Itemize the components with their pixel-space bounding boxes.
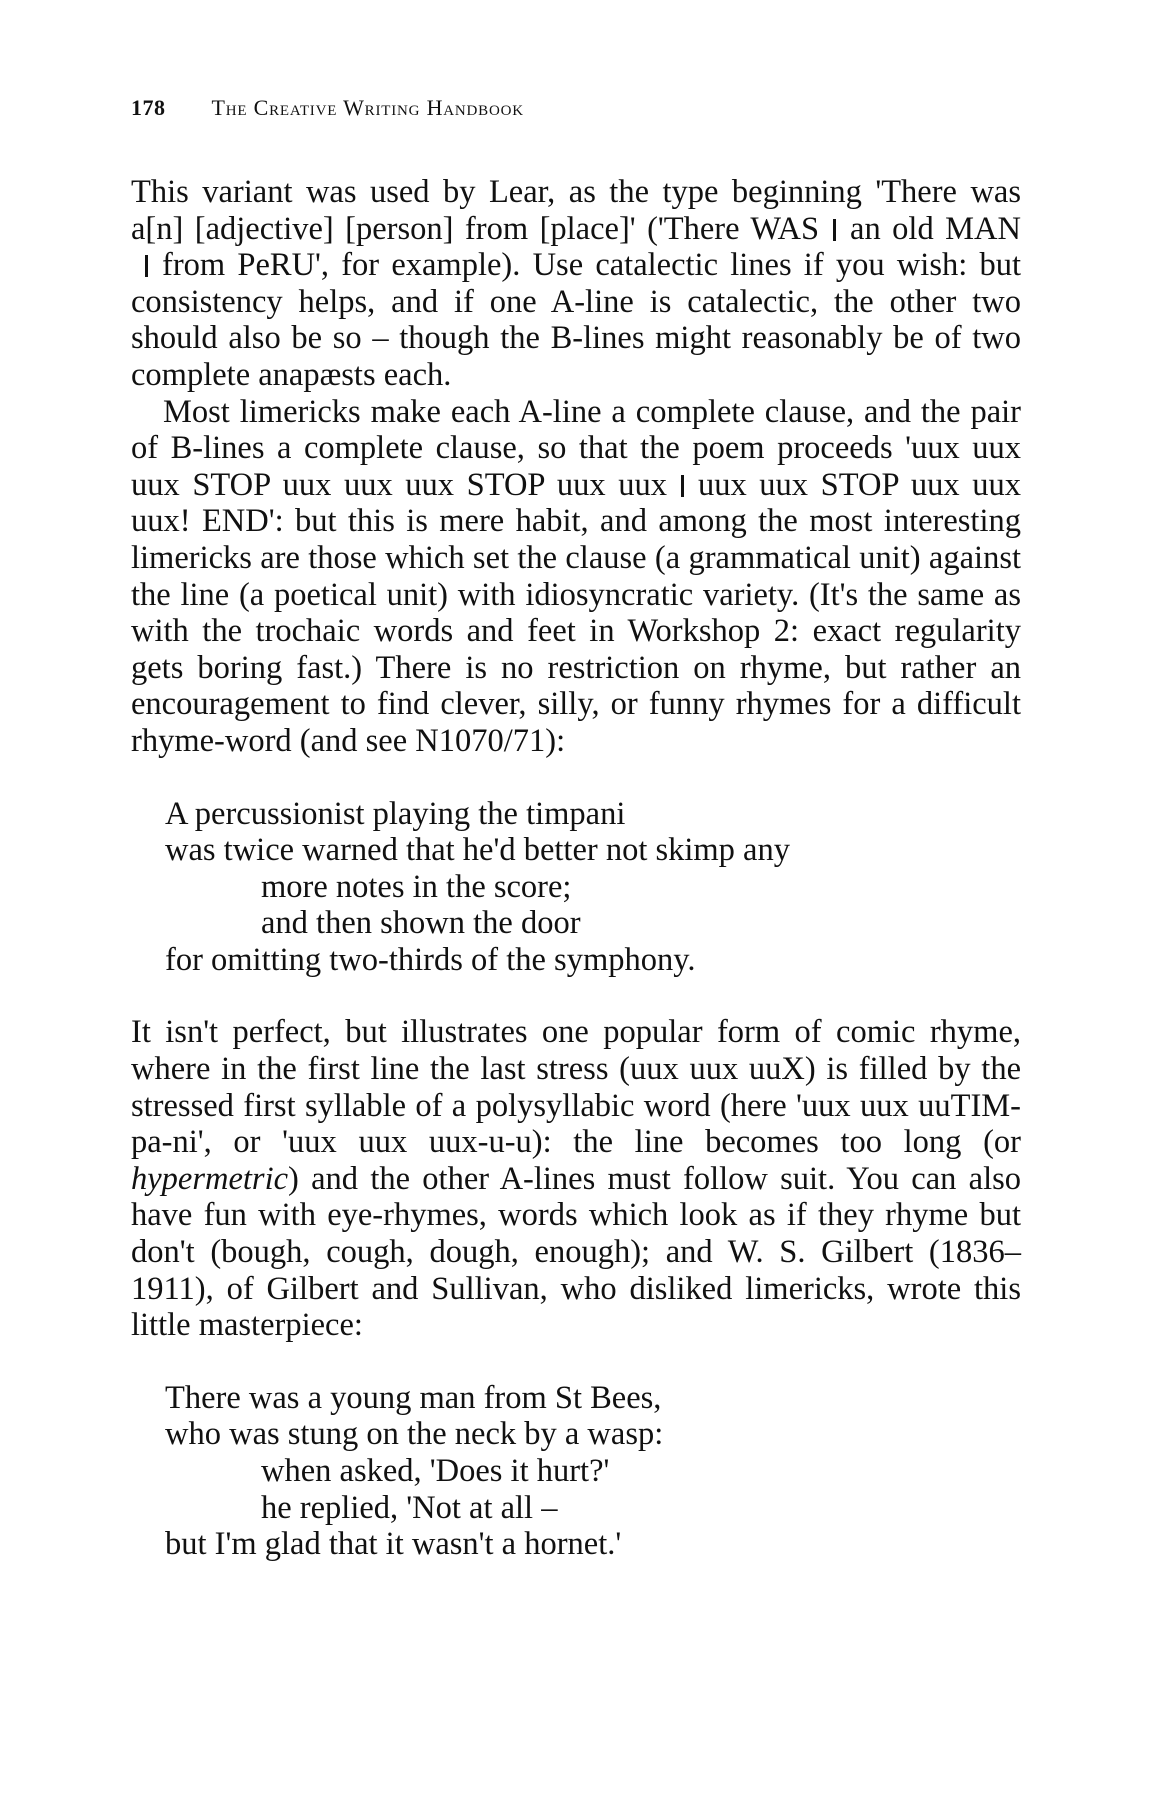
- paragraph-3-text-a: It isn't perfect, but illustrates one popular form of comic rhyme, where in the first line the last stress (uux uux uuX) is filled by the stressed first syllable of a polysyllabic word (here 'uux uux uuTIM-pa-ni', or 'uux uux uux-u-u): the line becomes too long (or: [131, 1014, 1021, 1161]
- paragraph-2: [131, 394, 1021, 760]
- hypermetric-term: hypermetric: [131, 1160, 289, 1197]
- poem-line: There was a young man from St Bees,: [165, 1379, 662, 1416]
- poem-line: A percussionist playing the timpani: [165, 795, 626, 832]
- poem-line: was twice warned that he'd better not skimp any: [165, 832, 790, 869]
- foot-divider-mark: [681, 475, 684, 497]
- poem-line: but I'm glad that it wasn't a hornet.': [165, 1526, 622, 1563]
- paragraph-2-text-b: uux uux STOP uux uux uux! END': but this is mere habit, and among the most interesting limericks are those which set the clause (a grammatical unit) against the line (a poetical unit) with idiosyncratic variety. (It's the same as with the trochaic words and feet in Workshop 2: exact regularity gets boring fast.) There is no restriction on rhyme, but rather an encouragement to find clever, silly, or funny rhymes for a difficult rhyme-word (and see N1070/71):: [131, 466, 1021, 759]
- poem-line: more notes in the score;: [261, 868, 572, 905]
- foot-divider-mark: [833, 219, 836, 241]
- foot-divider-mark: [145, 255, 148, 277]
- page-number: 178: [131, 95, 166, 120]
- poem-line: for omitting two-thirds of the symphony.: [165, 941, 696, 978]
- limerick-timpani: [165, 796, 1021, 979]
- book-title: The Creative Writing Handbook: [211, 95, 524, 120]
- poem-line: when asked, 'Does it hurt?': [261, 1453, 610, 1489]
- poem-line: and then shown the door: [261, 905, 581, 942]
- poem-line: he replied, 'Not at all –: [261, 1489, 558, 1526]
- poem-line: who was stung on the neck by a wasp:: [165, 1416, 664, 1453]
- paragraph-1: [131, 174, 1021, 394]
- paragraph-1-text-c: from PeRU', for example). Use catalectic lines if you wish: but consistency helps, and if one A-line is catalectic, the other two should also be so – though the B-lines might reasonably be of two complete anapæsts each.: [131, 247, 1021, 393]
- limerick-st-bees: [165, 1380, 1021, 1563]
- paragraph-1-text-b: an old MAN: [850, 210, 1021, 247]
- paragraph-2-text-a: Most limericks make each A-line a complete clause, and the pair of B-lines a complete clause, so that the poem proceeds 'uux uux uux STOP uux uux uux STOP uux uux: [131, 393, 1021, 503]
- paragraph-3-text-b: ) and the other A-lines must follow suit. You can also have fun with eye-rhymes, words which look as if they rhyme but don't (bough, cough, dough, enough); and W. S. Gilbert (1836–1911), of Gilbert and Sullivan, who disliked limericks, wrote this little masterpiece:: [131, 1160, 1021, 1344]
- paragraph-1-text-a: This variant was used by Lear, as the type beginning 'There was a[n] [adjective] [person] from [place]' ('There WAS: [131, 174, 1021, 247]
- book-page: [131, 95, 1021, 1599]
- paragraph-3: [131, 1014, 1021, 1343]
- running-head: [131, 95, 1021, 121]
